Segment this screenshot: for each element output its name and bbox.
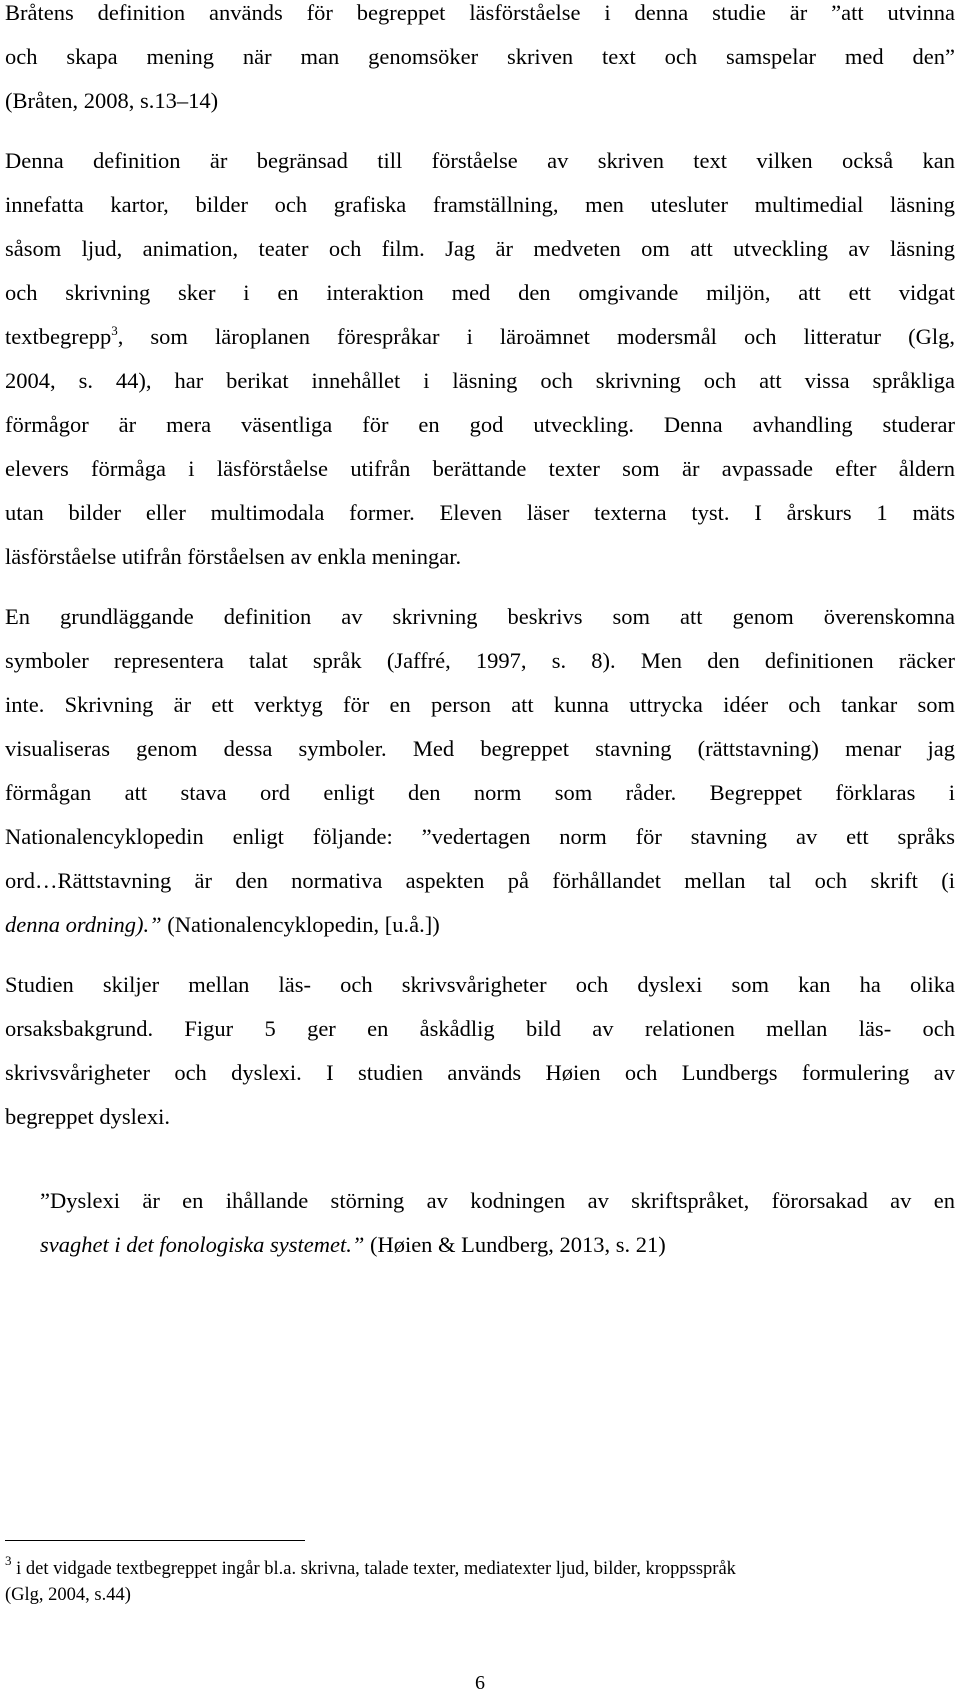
text-segment: , som läroplanen förespråkar i läroämnet modersmål och litteratur (Glg, xyxy=(117,324,955,349)
text-line: ”Dyslexi är en ihållande störning av kodningen av skriftspråket, förorsakad av en xyxy=(40,1188,955,1213)
text-line: Studien skiljer mellan läs- och skrivsvårigheter och dyslexi som kan ha olika xyxy=(5,972,955,997)
text-line: förmågan att stava ord enligt den norm som råder. Begreppet förklaras i xyxy=(5,780,955,805)
text-line: utan bilder eller multimodala former. Eleven läser texterna tyst. I årskurs 1 mäts xyxy=(5,500,955,525)
footnote-marker: 3 xyxy=(5,1553,12,1568)
text-line: visualiseras genom dessa symboler. Med begreppet stavning (rättstavning) menar jag xyxy=(5,736,955,761)
text-segment: textbegrepp xyxy=(5,324,112,349)
text-line: Bråtens definition används för begreppet läsförståelse i denna studie är ”att utvinna xyxy=(5,0,955,25)
quote-segment: svaghet i det fonologiska systemet.” xyxy=(40,1232,365,1257)
text-line: En grundläggande definition av skrivning beskrivs som att genom överenskomna xyxy=(5,604,955,629)
text-line: begreppet dyslexi. xyxy=(5,1104,170,1129)
text-line: elevers förmåga i läsförståelse utifrån berättande texter som är avpassade efter åldern xyxy=(5,456,955,481)
text-line: symboler representera talat språk (Jaffré, 1997, s. 8). Men den definitionen räcker xyxy=(5,648,955,673)
text-line: (Bråten, 2008, s.13–14) xyxy=(5,88,219,113)
text-line: och skrivning sker i en interaktion med den omgivande miljön, att ett vidgat xyxy=(5,280,955,305)
text-line: och skapa mening när man genomsöker skriven text och samspelar med den” xyxy=(5,44,955,69)
citation: (Nationalencyklopedin, [u.å.]) xyxy=(161,912,440,937)
footnote-separator xyxy=(5,1540,305,1541)
text-line xyxy=(40,1230,955,1260)
text-line: ord…Rättstavning är den normativa aspekten på förhållandet mellan tal och skrift (i xyxy=(5,868,955,893)
footnote-line: (Glg, 2004, s.44) xyxy=(5,1585,131,1605)
text-line: såsom ljud, animation, teater och film. Jag är medveten om att utveckling av läsning xyxy=(5,236,955,261)
citation: (Høien & Lundberg, 2013, s. 21) xyxy=(364,1232,666,1257)
text-line: skrivsvårigheter och dyslexi. I studien används Høien och Lundbergs formulering av xyxy=(5,1060,955,1085)
text-line xyxy=(5,322,955,352)
text-line: Denna definition är begränsad till förståelse av skriven text vilken också kan xyxy=(5,148,955,173)
footnote-line xyxy=(5,1553,955,1582)
text-line: orsaksbakgrund. Figur 5 ger en åskådlig bild av relationen mellan läs- och xyxy=(5,1016,955,1041)
text-line: innefatta kartor, bilder och grafiska framställning, men utesluter multimedial läsning xyxy=(5,192,955,217)
page-number: 6 xyxy=(475,1672,485,1694)
text-line: förmågor är mera väsentliga för en god utveckling. Denna avhandling studerar xyxy=(5,412,955,437)
footnote-text: i det vidgade textbegreppet ingår bl.a. skrivna, talade texter, mediatexter ljud, bilder, kroppsspråk xyxy=(11,1559,736,1579)
text-line: Nationalencyklopedin enligt följande: ”vedertagen norm för stavning av ett språks xyxy=(5,824,955,849)
footnote-reference[interactable]: 3 xyxy=(111,323,118,338)
text-line: läsförståelse utifrån förståelsen av enkla meningar. xyxy=(5,544,462,569)
text-line: 2004, s. 44), har berikat innehållet i läsning och skrivning och att vissa språkliga xyxy=(5,368,955,393)
quote-segment: denna ordning).” xyxy=(5,912,162,937)
text-line xyxy=(5,910,955,940)
text-line: inte. Skrivning är ett verktyg för en person att kunna uttrycka idéer och tankar som xyxy=(5,692,955,717)
